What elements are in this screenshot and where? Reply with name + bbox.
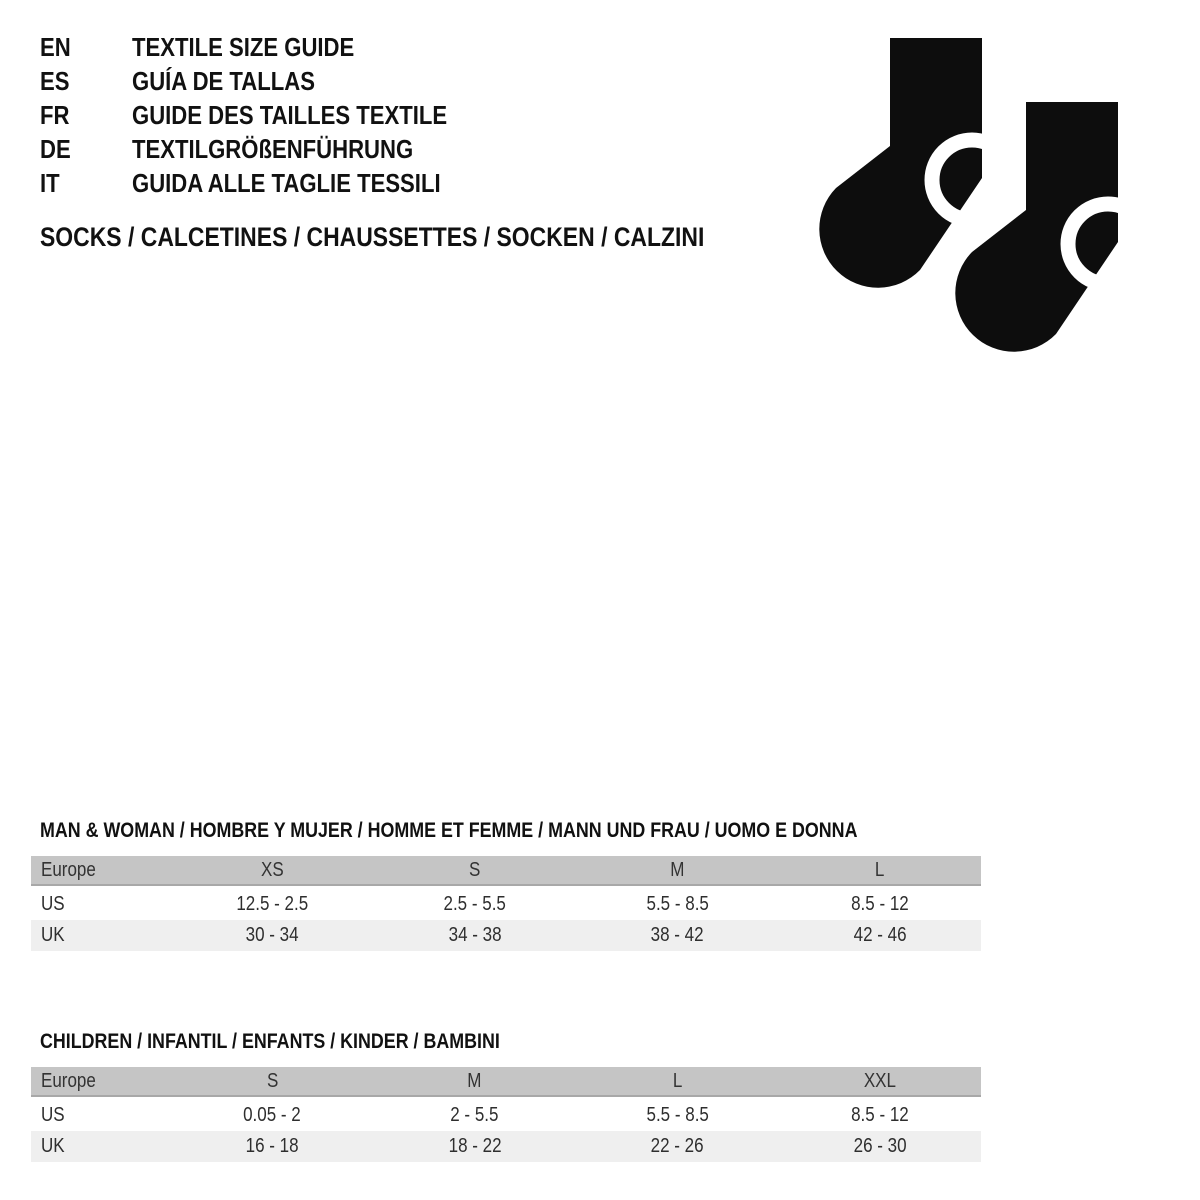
language-row-es bbox=[40, 64, 503, 98]
size-table-section-man-woman bbox=[31, 820, 981, 951]
column-header-size: M bbox=[467, 1069, 482, 1092]
size-range-cell: 8.5 - 12 bbox=[850, 1104, 909, 1126]
size-table-section-children bbox=[31, 1031, 981, 1162]
column-header-size: XS bbox=[260, 858, 284, 881]
table-row-uk bbox=[31, 1131, 981, 1162]
size-range-cell: 12.5 - 2.5 bbox=[236, 893, 309, 915]
size-range-cell: 5.5 - 8.5 bbox=[646, 893, 709, 915]
row-label: US bbox=[41, 893, 65, 915]
language-code: IT bbox=[40, 167, 60, 198]
column-header-region: Europe bbox=[41, 1069, 96, 1092]
size-range-cell: 0.05 - 2 bbox=[243, 1104, 302, 1126]
size-range-cell: 22 - 26 bbox=[650, 1135, 704, 1157]
size-range-cell: 42 - 46 bbox=[853, 924, 907, 946]
language-row-de bbox=[40, 132, 503, 166]
language-title: GUÍA DE TALLAS bbox=[132, 65, 315, 96]
table-header-row bbox=[31, 856, 981, 886]
table-header-row bbox=[31, 1067, 981, 1097]
column-header-region: Europe bbox=[41, 858, 96, 881]
language-code: FR bbox=[40, 99, 70, 130]
size-table-man-woman bbox=[31, 856, 981, 951]
table-row-uk bbox=[31, 920, 981, 951]
size-range-cell: 8.5 - 12 bbox=[850, 893, 909, 915]
table-row-us bbox=[31, 889, 981, 920]
language-title: GUIDE DES TAILLES TEXTILE bbox=[132, 99, 448, 130]
size-range-cell: 26 - 30 bbox=[853, 1135, 907, 1157]
language-row-fr bbox=[40, 98, 503, 132]
size-range-cell: 18 - 22 bbox=[448, 1135, 502, 1157]
column-header-size: S bbox=[469, 858, 481, 881]
socks-icon bbox=[812, 30, 1122, 370]
size-table-children bbox=[31, 1067, 981, 1162]
size-range-cell: 2 - 5.5 bbox=[450, 1104, 499, 1126]
column-header-size: XXL bbox=[863, 1069, 896, 1092]
row-label: UK bbox=[41, 1135, 65, 1157]
size-range-cell: 16 - 18 bbox=[245, 1135, 299, 1157]
product-category-title: SOCKS / CALCETINES / CHAUSSETTES / SOCKEN / CALZINI bbox=[40, 221, 705, 252]
column-header-size: S bbox=[266, 1069, 278, 1092]
row-label: US bbox=[41, 1104, 65, 1126]
table-title: CHILDREN / INFANTIL / ENFANTS / KINDER / BAMBINI bbox=[40, 1030, 500, 1053]
column-header-size: L bbox=[672, 1069, 682, 1092]
table-row-us bbox=[31, 1100, 981, 1131]
size-range-cell: 34 - 38 bbox=[448, 924, 502, 946]
size-range-cell: 2.5 - 5.5 bbox=[443, 893, 506, 915]
language-row-it bbox=[40, 166, 503, 200]
column-header-size: L bbox=[875, 858, 885, 881]
row-label: UK bbox=[41, 924, 65, 946]
table-title: MAN & WOMAN / HOMBRE Y MUJER / HOMME ET FEMME / MANN UND FRAU / UOMO E DONNA bbox=[40, 819, 858, 842]
language-row-en bbox=[40, 30, 503, 64]
language-title: TEXTILGRÖßENFÜHRUNG bbox=[132, 133, 414, 164]
language-code: EN bbox=[40, 31, 71, 62]
language-code: DE bbox=[40, 133, 71, 164]
language-title: GUIDA ALLE TAGLIE TESSILI bbox=[132, 167, 441, 198]
language-code: ES bbox=[40, 65, 70, 96]
language-title: TEXTILE SIZE GUIDE bbox=[132, 31, 355, 62]
column-header-size: M bbox=[670, 858, 685, 881]
size-range-cell: 5.5 - 8.5 bbox=[646, 1104, 709, 1126]
size-range-cell: 30 - 34 bbox=[245, 924, 299, 946]
size-range-cell: 38 - 42 bbox=[650, 924, 704, 946]
language-title-list bbox=[40, 30, 503, 200]
